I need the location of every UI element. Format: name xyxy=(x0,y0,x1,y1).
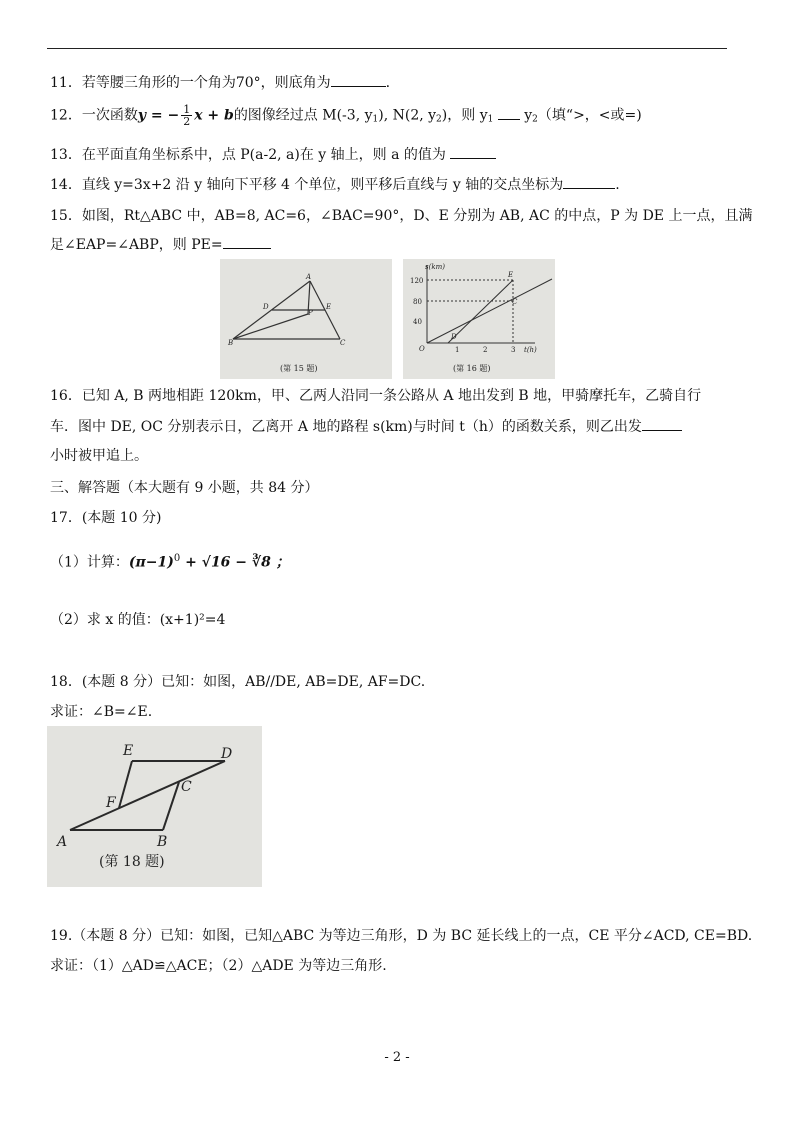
label-c: C xyxy=(340,339,346,347)
question-14-text: 14．直线 y=3x+2 沿 y 轴向下平移 4 个单位，则平移后直线与 y 轴的交点坐标为 xyxy=(50,177,564,193)
exponent-zero: 0 xyxy=(173,553,181,564)
question-13 xyxy=(50,144,496,165)
label-d: D xyxy=(263,303,269,311)
figure-18-caption: (第 18 题) xyxy=(99,854,165,870)
question-15-line-1: 15．如图，Rt△ABC 中，AB=8, AC=6，∠BAC=90°，D、E 分别为 AB, AC 的中点，P 为 DE 上一点，且满 xyxy=(50,208,753,224)
section-3-heading: 三、解答题（本大题有 9 小题，共 84 分） xyxy=(50,480,319,496)
subscript: 1 xyxy=(487,114,494,125)
fraction-one-half xyxy=(181,104,192,127)
answer-blank xyxy=(331,72,386,87)
answer-blank xyxy=(450,144,496,159)
figure-18 xyxy=(47,726,262,887)
ytick-120: 120 xyxy=(410,277,424,285)
origin-label: O xyxy=(419,345,425,353)
xtick-3: 3 xyxy=(511,346,516,354)
label-d: D xyxy=(451,333,457,341)
function-xb: x + b xyxy=(194,107,234,124)
subscript: 1 xyxy=(372,114,379,125)
question-11 xyxy=(50,72,390,93)
question-17-part-1-label: （1）计算： xyxy=(50,554,129,571)
question-18-line-1: 18．(本题 8 分）已知：如图，AB//DE, AB=DE, AF=DC. xyxy=(50,674,426,690)
function-equals: = − xyxy=(145,107,180,124)
question-13-text: 13．在平面直角坐标系中，点 P(a-2, a)在 y 轴上，则 a 的值为 xyxy=(50,147,446,163)
question-19-line-2: 求证：（1）△AD≌△ACE；（2）△ADE 为等边三角形. xyxy=(50,958,387,974)
answer-blank xyxy=(223,234,271,249)
answer-blank xyxy=(642,416,682,431)
ytick-40: 40 xyxy=(413,318,422,326)
question-16-line-1: 16．已知 A, B 两地相距 120km，甲、乙两人沿同一条公路从 A 地出发到 B 地，甲骑摩托车，乙骑自行 xyxy=(50,388,702,404)
segment-ad xyxy=(70,761,225,830)
label-c: C xyxy=(181,779,192,795)
expression-roots: + √16 − ∛8 ； xyxy=(180,554,290,571)
xtick-2: 2 xyxy=(483,346,488,354)
question-11-text: 11．若等腰三角形的一个角为70°，则底角为 xyxy=(50,75,331,91)
question-18-line-2: 求证：∠B=∠E. xyxy=(50,704,153,720)
page-number: - 2 - xyxy=(384,1050,410,1065)
question-12-compare: )，则 y xyxy=(441,107,488,124)
ytick-80: 80 xyxy=(413,298,422,306)
figure-15-caption: (第 15 题) xyxy=(280,364,318,373)
subscript: 2 xyxy=(436,114,442,125)
question-17-title: 17．(本题 10 分) xyxy=(50,510,162,526)
answer-blank xyxy=(498,105,520,120)
line-oc xyxy=(427,279,552,343)
question-19-line-1: 19.（本题 8 分）已知：如图，已知△ABC 为等边三角形，D 为 BC 延长线上的一点，CE 平分∠ACD, CE=BD. xyxy=(50,928,753,944)
question-11-end: . xyxy=(385,75,391,91)
label-f: F xyxy=(106,795,116,811)
label-a: A xyxy=(306,273,312,281)
subscript: 2 xyxy=(532,114,538,125)
segment-ef xyxy=(119,761,132,808)
question-16-text: 车．图中 DE, OC 分别表示日，乙离开 A 地的路程 s(km)与时间 t（h）的函数关系，则乙出发 xyxy=(50,419,642,435)
question-12-y2: y xyxy=(524,107,533,124)
label-e: E xyxy=(508,271,514,279)
question-14-end: . xyxy=(615,177,620,193)
figure-16-caption: (第 16 题) xyxy=(453,364,491,373)
function-y: y xyxy=(137,107,146,124)
axis-x-label: t(h) xyxy=(524,346,537,354)
label-a: A xyxy=(57,834,68,850)
question-15-text: 足∠EAP=∠ABP，则 PE= xyxy=(50,237,223,253)
segment-bc xyxy=(163,782,179,830)
label-e: E xyxy=(123,743,134,759)
question-12 xyxy=(50,104,642,130)
expression-pi-minus-one: (π−1) xyxy=(128,554,174,571)
fraction-denominator: 2 xyxy=(183,115,191,128)
segment-bp xyxy=(233,314,308,339)
line-de xyxy=(448,280,513,343)
question-15-line-2 xyxy=(50,234,271,255)
xtick-1: 1 xyxy=(455,346,460,354)
question-12-point-m: 的图像经过点 M(-3, y xyxy=(233,107,373,124)
question-17-part-2: （2）求 x 的值：(x+1)²=4 xyxy=(50,612,226,628)
question-16-line-3: 小时被甲追上。 xyxy=(50,448,148,464)
figure-16 xyxy=(403,259,555,379)
axis-y-label: s(km) xyxy=(425,263,445,271)
fraction-numerator: 1 xyxy=(183,103,191,116)
header-rule xyxy=(47,48,727,49)
question-12-point-n: ), N(2, y xyxy=(378,107,437,124)
label-d: D xyxy=(221,746,233,762)
question-12-end: （填“>，<或=) xyxy=(537,107,642,124)
label-p: P xyxy=(308,309,313,317)
label-b: B xyxy=(157,834,168,850)
question-16-line-2 xyxy=(50,416,682,437)
answer-blank xyxy=(563,174,615,189)
figure-15 xyxy=(220,259,392,379)
label-c: C xyxy=(512,298,518,306)
label-e: E xyxy=(326,303,332,311)
question-17-part-1 xyxy=(50,549,290,573)
question-12-prefix: 12．一次函数 xyxy=(50,107,138,124)
question-14 xyxy=(50,174,620,195)
label-b: B xyxy=(228,339,234,347)
